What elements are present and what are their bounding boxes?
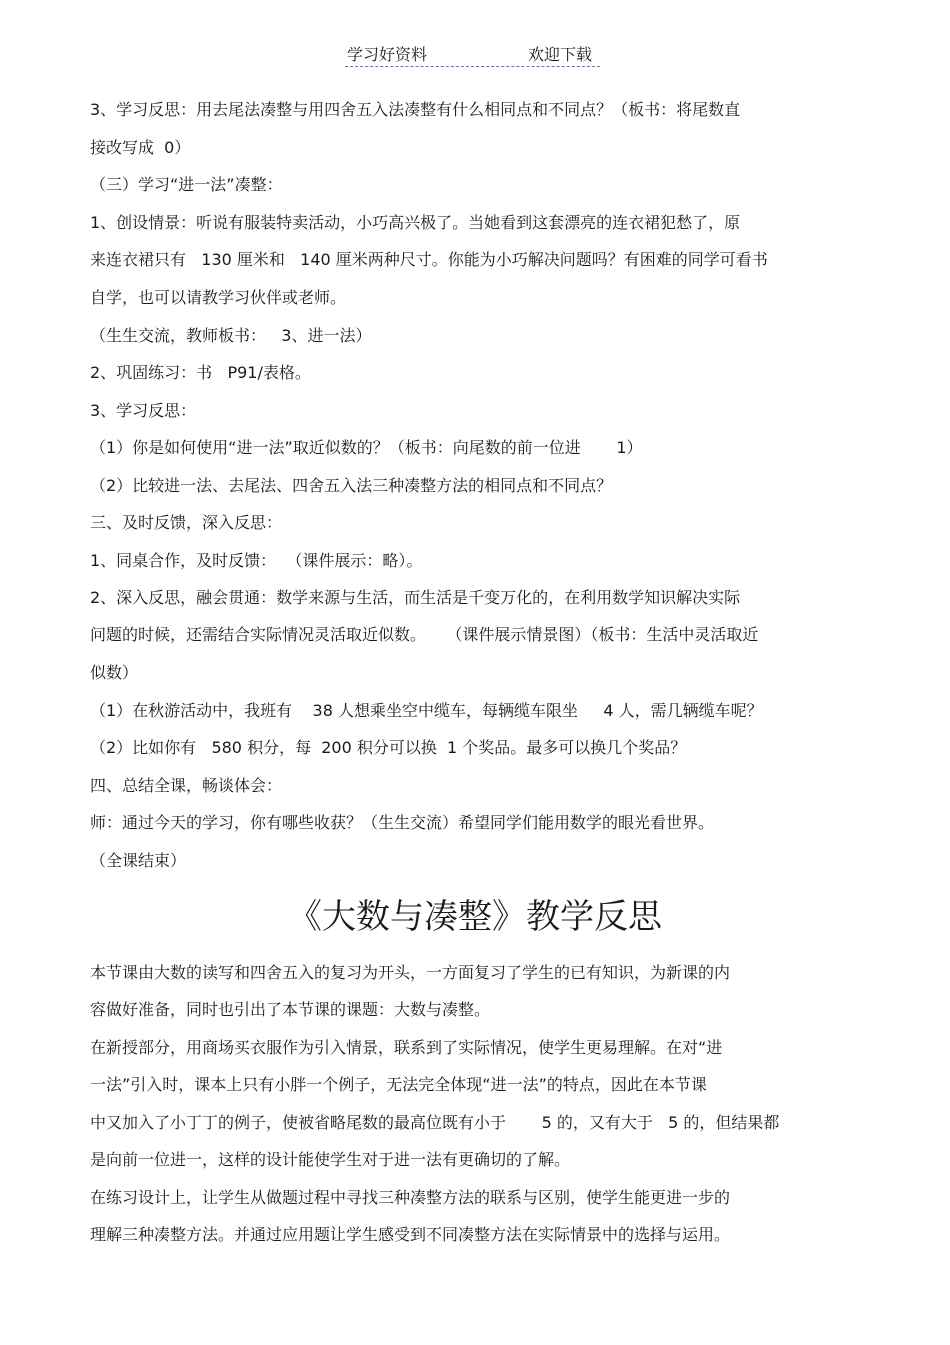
text-line: 3、学习反思：: [90, 401, 197, 420]
text-line: 在新授部分，用商场买衣服作为引入情景，联系到了实际情况，使学生更易理解。在对“进: [90, 1038, 723, 1057]
text-line: 一法”引入时，课本上只有小胖一个例子，无法完全体现“进一法”的特点，因此在本节课: [90, 1075, 707, 1094]
text-line: 在练习设计上，让学生从做题过程中寻找三种凑整方法的联系与区别，使学生能更进一步的: [90, 1188, 731, 1207]
text-line: 1、创设情景：听说有服装特卖活动，小巧高兴极了。当她看到这套漂亮的连衣裙犯愁了，原: [90, 213, 741, 232]
text-line: 本节课由大数的读写和四舍五入的复习为开头，一方面复习了学生的已有知识，为新课的内: [90, 963, 731, 982]
header-right-text: 欢迎下载: [528, 45, 593, 64]
text-line: （全课结束）: [90, 851, 187, 870]
page-header: [345, 40, 600, 67]
text-line: 容做好准备，同时也引出了本节课的课题：大数与凑整。: [90, 1000, 491, 1019]
text-line: （1）你是如何使用“进一法”取近似数的？（板书：向尾数的前一位进 1）: [90, 438, 643, 457]
text-line: 2、巩固练习：书 P91/表格。: [90, 363, 311, 382]
text-line: 接改写成 0）: [90, 138, 191, 157]
text-line: （2）比如你有 580 积分，每 200 积分可以换 1 个奖品。最多可以换几个奖品？: [90, 738, 687, 757]
text-line: 3、学习反思：用去尾法凑整与用四舍五入法凑整有什么相同点和不同点？（板书：将尾数直: [90, 100, 741, 119]
text-line: （2）比较进一法、去尾法、四舍五入法三种凑整方法的相同点和不同点？: [90, 476, 613, 495]
text-line: 理解三种凑整方法。并通过应用题让学生感受到不同凑整方法在实际情景中的选择与运用。: [90, 1225, 731, 1244]
text-line: 中又加入了小丁丁的例子，使被省略尾数的最高位既有小于 5 的，又有大于 5 的，但结果都: [90, 1113, 780, 1132]
text-line: 三、及时反馈，深入反思：: [90, 513, 283, 532]
text-line: （1）在秋游活动中，我班有 38 人想乘坐空中缆车，每辆缆车限坐 4 人，需几辆缆车呢？: [90, 701, 763, 720]
text-line: 是向前一位进一，这样的设计能使学生对于进一法有更确切的了解。: [90, 1150, 571, 1169]
text-line: 自学，也可以请教学习伙伴或老师。: [90, 288, 347, 307]
text-line: 问题的时候，还需结合实际情况灵活取近似数。 （课件展示情景图）（板书：生活中灵活取近: [90, 625, 759, 644]
text-line: 师：通过今天的学习，你有哪些收获？（生生交流）希望同学们能用数学的眼光看世界。: [90, 813, 715, 832]
text-line: 2、深入反思，融会贯通：数学来源与生活，而生活是千变万化的，在利用数学知识解决实际: [90, 588, 741, 607]
section-title: 《大数与凑整》教学反思: [288, 897, 662, 937]
header-left-text: 学习好资料: [347, 45, 428, 64]
text-line: 来连衣裙只有 130 厘米和 140 厘米两种尺寸。你能为小巧解决问题吗？有困难的同学可看书: [90, 250, 768, 269]
text-line: 四、总结全课，畅谈体会：: [90, 776, 283, 795]
text-line: （生生交流，教师板书： 3、进一法）: [90, 326, 372, 345]
text-line: 似数）: [90, 663, 139, 682]
text-line: 1、同桌合作，及时反馈： （课件展示：略）。: [90, 551, 423, 570]
text-line: （三）学习“进一法”凑整：: [90, 175, 283, 194]
